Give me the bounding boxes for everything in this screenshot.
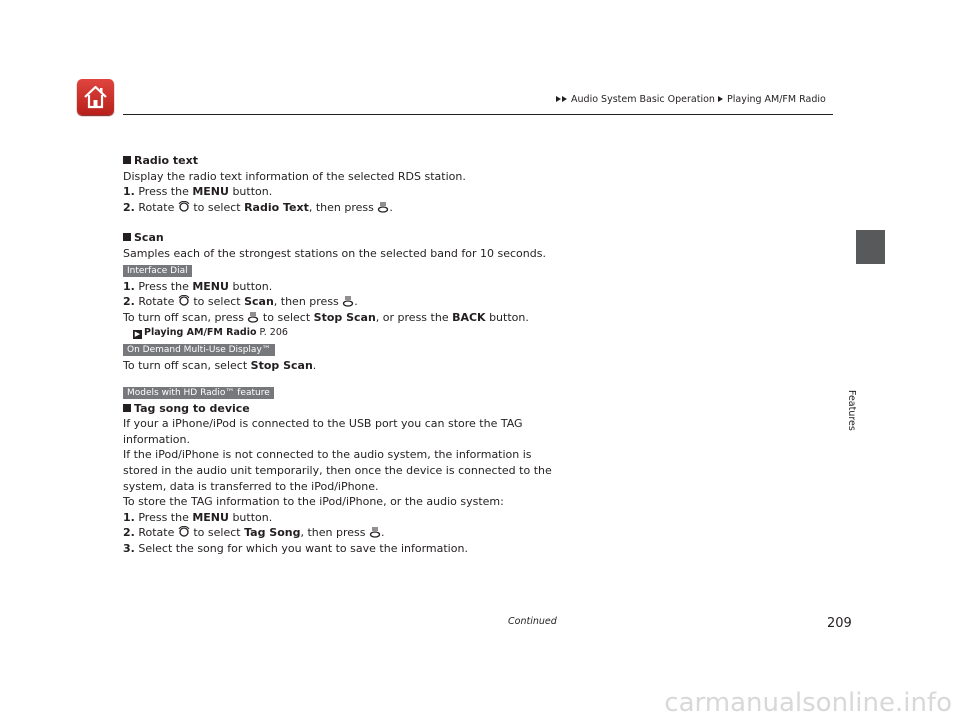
page-number: 209 bbox=[827, 616, 852, 631]
section-heading bbox=[123, 153, 563, 169]
heading-text: Scan bbox=[134, 231, 164, 245]
breadcrumb-arrow-icon bbox=[562, 96, 567, 102]
section-description: If the iPod/iPhone is not connected to the audio system, the information is stored in the audio unit temporarily, then once the device is connected to the system, data is transferred to the iPod/iPhone. bbox=[123, 448, 552, 493]
model-tag: On Demand Multi-Use Display™ bbox=[123, 344, 275, 356]
section-heading bbox=[123, 401, 563, 417]
rotate-dial-icon bbox=[178, 295, 190, 307]
heading-text: Tag song to device bbox=[134, 401, 250, 415]
step: 1. Press the MENU button. bbox=[123, 185, 273, 199]
step: 1. Press the MENU button. bbox=[123, 279, 273, 293]
home-button[interactable] bbox=[77, 79, 114, 115]
step: 2. Rotate to select Scan, then press . bbox=[123, 295, 358, 309]
square-bullet-icon bbox=[123, 233, 131, 241]
rotate-dial-icon bbox=[178, 526, 190, 538]
model-tag: Interface Dial bbox=[123, 265, 192, 277]
page-content bbox=[123, 153, 563, 556]
instruction: To turn off scan, press to select Stop Scan, or press the BACK button. bbox=[123, 310, 529, 324]
section-description: To store the TAG information to the iPod/iPhone, or the audio system: bbox=[123, 495, 504, 509]
heading-text: Radio text bbox=[134, 154, 198, 167]
breadcrumb bbox=[556, 94, 826, 105]
step: 2. Rotate to select Radio Text, then press . bbox=[123, 200, 393, 214]
press-dial-icon bbox=[247, 311, 259, 323]
breadcrumb-item[interactable]: Audio System Basic Operation bbox=[571, 94, 715, 105]
section-description: If your a iPhone/iPod is connected to the USB port you can store the TAG information. bbox=[123, 417, 523, 446]
step: 3. Select the song for which you want to save the information. bbox=[123, 541, 468, 555]
press-dial-icon bbox=[342, 295, 354, 307]
header-rule bbox=[123, 114, 833, 115]
model-tag: Models with HD Radio™ feature bbox=[123, 387, 274, 399]
section-heading bbox=[123, 230, 563, 246]
continued-label: Continued bbox=[508, 616, 557, 627]
home-icon bbox=[82, 84, 109, 110]
step: 1. Press the MENU button. bbox=[123, 510, 273, 524]
side-tab-label: Features bbox=[846, 390, 857, 431]
section-description: Display the radio text information of the selected RDS station. bbox=[123, 169, 466, 183]
press-dial-icon bbox=[369, 526, 381, 538]
breadcrumb-arrow-icon bbox=[556, 96, 561, 102]
watermark: carmanualsonline.info bbox=[664, 688, 952, 718]
instruction: To turn off scan, select Stop Scan. bbox=[123, 358, 317, 372]
square-bullet-icon bbox=[123, 156, 131, 164]
press-dial-icon bbox=[377, 201, 389, 213]
section-description: Samples each of the strongest stations on the selected band for 10 seconds. bbox=[123, 246, 546, 260]
reference-arrow-icon: ▶ bbox=[134, 330, 141, 339]
rotate-dial-icon bbox=[178, 201, 190, 213]
side-tab-marker[interactable] bbox=[856, 230, 885, 264]
square-bullet-icon bbox=[123, 404, 131, 412]
step: 2. Rotate to select Tag Song, then press . bbox=[123, 526, 385, 540]
cross-reference-link[interactable]: ▶ Playing AM/FM Radio P. 206 bbox=[134, 327, 288, 339]
breadcrumb-arrow-icon bbox=[718, 96, 723, 102]
breadcrumb-item[interactable]: Playing AM/FM Radio bbox=[727, 94, 826, 105]
